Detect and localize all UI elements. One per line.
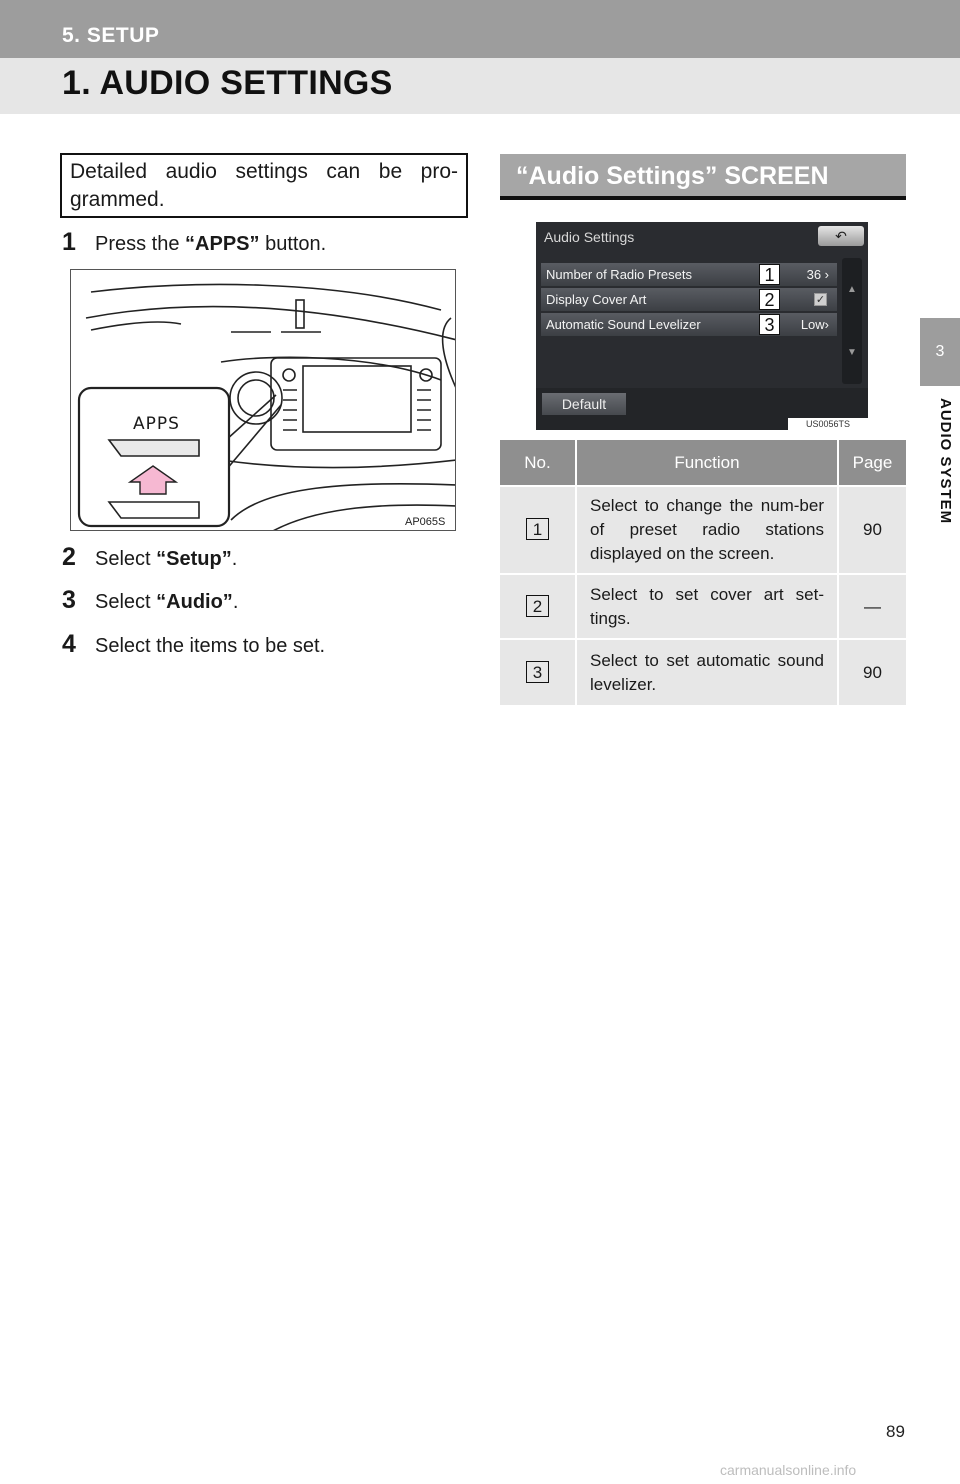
- step-number: 1: [62, 228, 76, 256]
- callout-1: 1: [759, 264, 780, 285]
- col-header-function: Function: [576, 440, 838, 486]
- dashboard-illustration: [70, 269, 456, 531]
- col-header-page: Page: [838, 440, 906, 486]
- col-header-no: No.: [500, 440, 576, 486]
- function-cell: Select to set cover art set-tings.: [576, 574, 838, 639]
- step-keyword: “APPS”: [185, 233, 260, 255]
- row-number-cell: [500, 486, 576, 574]
- step-text-post: .: [232, 591, 239, 613]
- step-text-pre: Select: [95, 548, 157, 570]
- screen-title: Audio Settings: [544, 229, 635, 245]
- dashboard-drawing: [71, 270, 456, 531]
- row-value: Low›: [800, 317, 829, 332]
- scroll-down-icon: ▼: [847, 347, 857, 358]
- section-label: 5. SETUP: [62, 24, 160, 47]
- step-text-pre: Select: [95, 591, 157, 613]
- boxed-number: 3: [526, 661, 549, 683]
- step-text-pre: Press the: [95, 233, 186, 255]
- step-3: [62, 586, 238, 615]
- step-4: [62, 630, 325, 659]
- screenshot-code: US0056TS: [788, 418, 868, 430]
- step-number: 2: [62, 543, 76, 571]
- screen-row-radio-presets: [541, 263, 837, 286]
- page-cell: —: [838, 574, 906, 639]
- step-text-pre: Select the items to be set.: [95, 635, 326, 657]
- scroll-up-icon: ▲: [847, 284, 857, 295]
- table-row: [500, 486, 906, 574]
- row-label: Automatic Sound Levelizer: [546, 317, 701, 332]
- step-text-post: .: [231, 548, 238, 570]
- page-title: 1. AUDIO SETTINGS: [62, 64, 393, 102]
- step-1: [62, 228, 326, 257]
- return-arrow-icon: ↶: [818, 226, 864, 246]
- checkbox-icon: ✓: [815, 294, 826, 306]
- screen-scrollbar: [842, 258, 862, 384]
- page-cell: 90: [838, 639, 906, 705]
- row-number-cell: [500, 574, 576, 639]
- step-keyword: “Setup”: [156, 548, 232, 570]
- callout-3: 3: [759, 314, 780, 335]
- intro-box: Detailed audio settings can be pro-grammed.: [60, 153, 468, 218]
- step-keyword: “Audio”: [156, 591, 233, 613]
- default-button: Default: [542, 393, 626, 415]
- function-table: [500, 440, 906, 705]
- table-row: [500, 639, 906, 705]
- screen-row-sound-levelizer: [541, 313, 837, 336]
- function-cell: Select to change the num-ber of preset radio stations displayed on the screen.: [576, 486, 838, 574]
- table-row: [500, 574, 906, 639]
- chapter-tab-label: AUDIO SYSTEM: [937, 398, 954, 525]
- function-cell: Select to set automatic sound levelizer.: [576, 639, 838, 705]
- boxed-number: 2: [526, 595, 549, 617]
- audio-settings-screenshot: [536, 222, 868, 430]
- chapter-tab-number: 3: [920, 318, 960, 386]
- screen-section-heading: [500, 154, 906, 200]
- callout-2: 2: [759, 289, 780, 310]
- step-number: 3: [62, 586, 76, 614]
- boxed-number: 1: [526, 518, 549, 540]
- row-label: Number of Radio Presets: [546, 267, 692, 282]
- page-number: 89: [886, 1422, 905, 1441]
- row-value: 36 ›: [806, 267, 829, 282]
- screen-row-cover-art: [541, 288, 837, 311]
- watermark: carmanualsonline.info: [720, 1462, 857, 1478]
- step-text-post: button.: [259, 233, 327, 255]
- figure-code: AP065S: [405, 516, 446, 528]
- screen-section-heading-text: “Audio Settings” SCREEN: [516, 162, 829, 190]
- apps-button-label: APPS: [133, 414, 180, 434]
- step-2: [62, 543, 237, 572]
- table-header-row: [500, 440, 906, 486]
- row-number-cell: [500, 639, 576, 705]
- page-cell: 90: [838, 486, 906, 574]
- step-number: 4: [62, 630, 76, 658]
- row-label: Display Cover Art: [546, 292, 647, 307]
